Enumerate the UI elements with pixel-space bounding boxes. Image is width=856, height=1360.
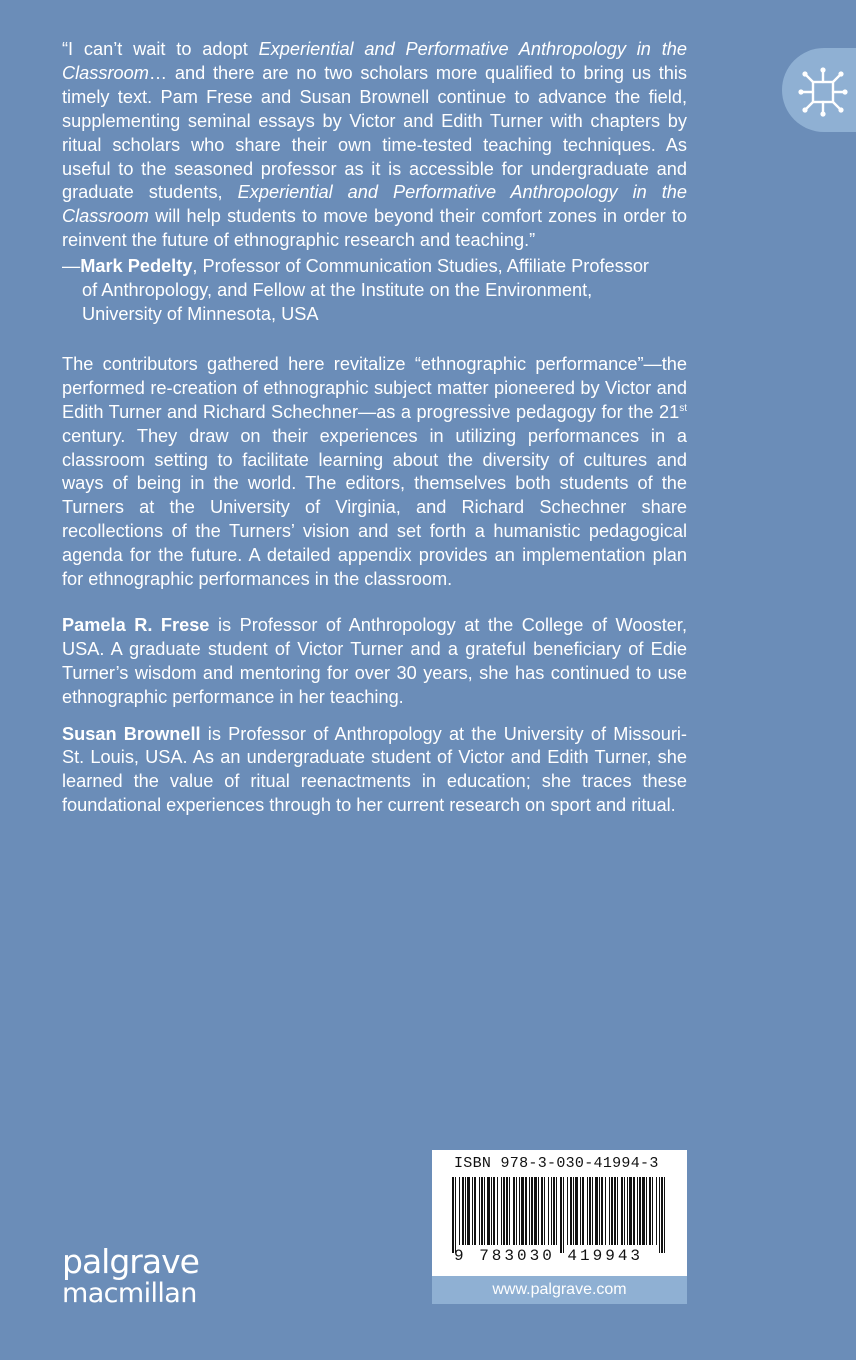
book-title-italic: Experiential and Performative Anthropology in the Classroom: [62, 39, 687, 83]
editor-name: Pamela R. Frese: [62, 614, 210, 635]
isbn-label: ISBN 978-3-030-41994-3: [454, 1155, 659, 1172]
back-cover-text: [62, 38, 687, 818]
author-role-line: of Anthropology, and Fellow at the Institute on the Environment,: [82, 280, 593, 301]
barcode-digits: 9 783030 419943: [454, 1247, 644, 1265]
palgrave-logo-icon: [797, 66, 849, 118]
quote-attribution: —Mark Pedelty, Professor of Communication Studies, Affiliate Professor of Anthropology, and Fellow at the Institute on the Environment, University of Minnesota, USA: [62, 255, 687, 327]
editor-bio-frese: Pamela R. Frese is Professor of Anthropology at the College of Wooster, USA. A graduate student of Victor Turner and a grateful beneficiary of Edie Turner’s wisdom and mentoring for over 30 years, she has continued to use ethnographic performance in her teaching.: [62, 614, 687, 707]
editor-name: Susan Brownell: [62, 723, 201, 744]
editor-bio-brownell: Susan Brownell is Professor of Anthropology at the University of Missouri-St. Louis, USA. As an undergraduate student of Victor and Edith Turner, she learned the value of ritual reenactments in education; she traces these foundational experiences through to her current research on sport and ritual.: [62, 723, 687, 816]
barcode-icon: [452, 1177, 668, 1253]
quote-author: Mark Pedelty: [80, 256, 193, 277]
publisher-name-line2: macmillan: [62, 1278, 197, 1309]
author-role-line: University of Minnesota, USA: [82, 303, 319, 324]
endorsement-quote: [62, 38, 687, 327]
publisher-logo: [62, 1244, 199, 1308]
book-description: The contributors gathered here revitalize “ethnographic performance”—the performed re-creation of ethnographic subject matter pioneered by Victor and Edith Turner and Richard Schechner—as a progressive pedagogy for the 21st century. They draw on their experiences in utilizing performances in a classroom setting to facilitate learning about the diversity of cultures and ways of being in the world. The editors, themselves both students of the Turners at the University of Virginia, and Richard Schechner share recollections of the Turners’ vision and set forth a humanistic pedagogical agenda for the future. A detailed appendix provides an implementation plan for ethnographic performances in the classroom.: [62, 353, 687, 590]
isbn-barcode-box: [432, 1150, 687, 1304]
book-title-italic: Experiential and Performative Anthropology in the Classroom: [62, 182, 687, 227]
palgrave-logo-badge: [782, 48, 856, 132]
publisher-name-line1: palgrave: [62, 1242, 199, 1281]
publisher-url: www.palgrave.com: [432, 1276, 687, 1304]
quote-text: “I can’t wait to adopt Experiential and Performative Anthropology in the Classroom… and there are no two scholars more qualified to bring us this timely text. Pam Frese and Susan Brownell continue to advance the field, supplementing seminal essays by Victor and Edith Turner with chapters by ritual scholars who share their own time-tested teaching techniques. As useful to the seasoned professor as it is accessible for undergraduate and graduate students, Experiential and Performative Anthropology in the Classroom will help students to move beyond their comfort zones in order to reinvent the future of ethnographic research and teaching.”: [62, 39, 687, 251]
